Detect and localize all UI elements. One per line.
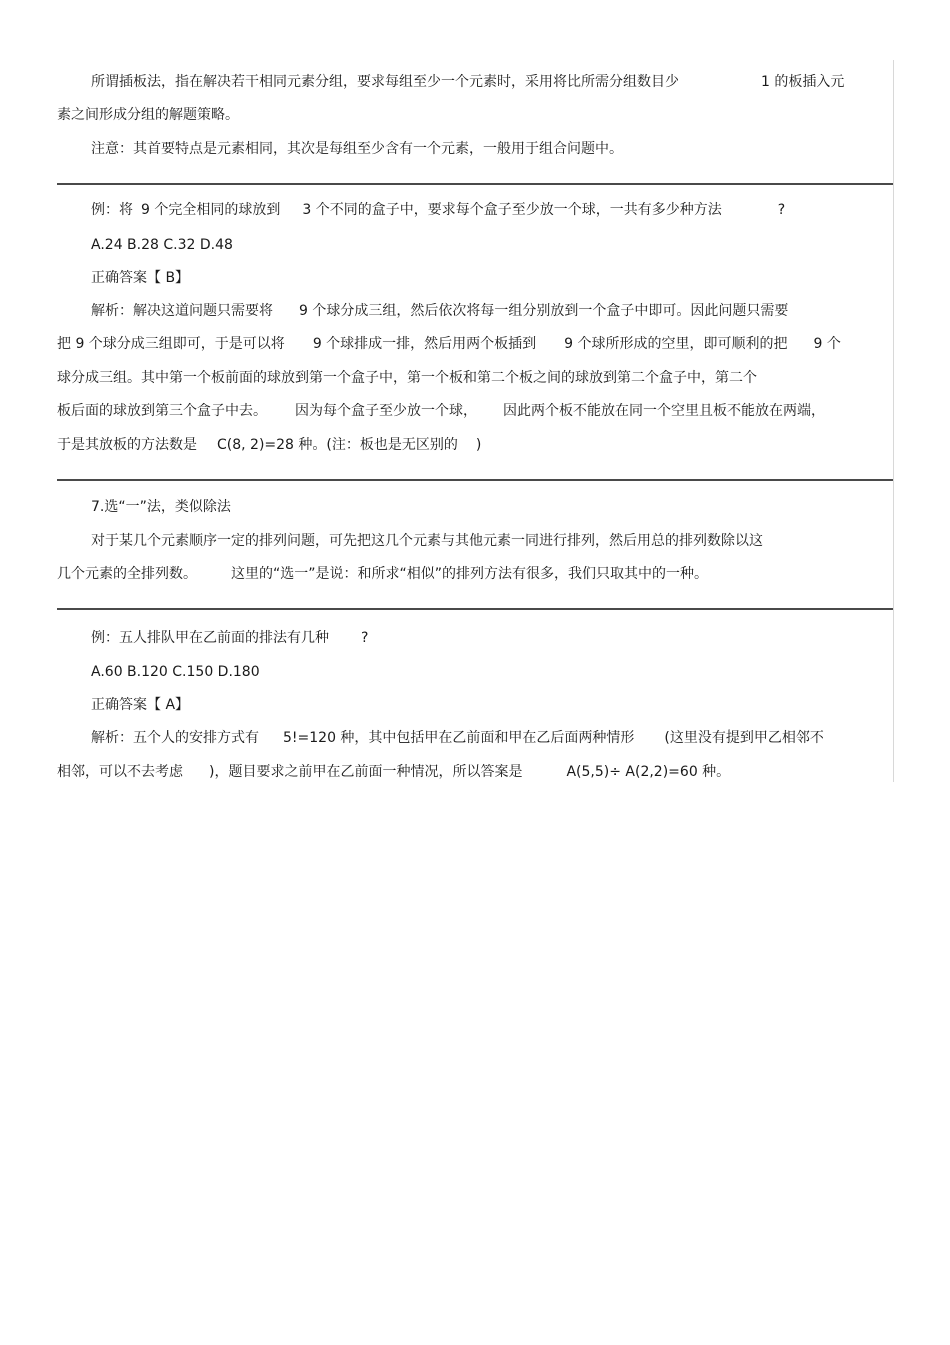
text-segment: 例：将 bbox=[91, 202, 133, 218]
text-segment: 注意：其首要特点是元素相同，其次是每组至少含有一个元素，一般用于组合问题中。 bbox=[91, 141, 623, 157]
text-segment: 正确答案【 A】 bbox=[91, 697, 190, 713]
text-segment: A.24 B.28 C.32 D.48 bbox=[91, 237, 233, 253]
text-segment: 9 个完全相同的球放到 bbox=[141, 202, 281, 218]
explanation-line bbox=[57, 401, 825, 421]
text-segment: )，题目要求之前甲在乙前面一种情况，所以答案是 bbox=[209, 764, 523, 780]
explanation-line bbox=[91, 728, 824, 748]
text-segment: 解析：解决这道问题只需要将 bbox=[91, 303, 273, 319]
text-segment: 例：五人排队甲在乙前面的排法有几种 bbox=[91, 630, 329, 646]
text-segment: 解析：五个人的安排方式有 bbox=[91, 730, 259, 746]
text-segment: C(8, 2)=28 种。(注：板也是无区别的 bbox=[217, 437, 458, 453]
text-segment: ) bbox=[475, 437, 482, 453]
text-segment: 因此两个板不能放在同一个空里且板不能放在两端， bbox=[503, 403, 825, 419]
explanation-line bbox=[57, 368, 757, 388]
example-options bbox=[91, 235, 233, 255]
section-heading bbox=[91, 497, 231, 517]
text-segment: A(5,5)÷ A(2,2)=60 种。 bbox=[566, 764, 731, 780]
text-segment: 9 个球所形成的空里，即可顺利的把 bbox=[564, 336, 788, 352]
text-segment: 把 9 个球分成三组即可，于是可以将 bbox=[57, 336, 285, 352]
text-segment: 于是其放板的方法数是 bbox=[57, 437, 197, 453]
example-answer bbox=[91, 268, 189, 288]
text-segment: (这里没有提到甲乙相邻不 bbox=[664, 730, 824, 746]
text-segment: 9 个 bbox=[813, 336, 841, 352]
text-segment: 3 个不同的盒子中，要求每个盒子至少放一个球，一共有多少种方法 bbox=[302, 202, 722, 218]
text-segment: 1 的板插入元 bbox=[761, 74, 845, 90]
text-segment: 这里的“选一”是说：和所求“相似”的排列方法有很多，我们只取其中的一种。 bbox=[231, 566, 709, 582]
paragraph-line bbox=[91, 139, 623, 159]
text-segment: 9 个球排成一排，然后用两个板插到 bbox=[312, 336, 537, 352]
text-segment: 球分成三组。其中第一个板前面的球放到第一个盒子中，第一个板和第二个板之间的球放到第二个盒子中，第二个 bbox=[57, 370, 757, 386]
text-segment: 所谓插板法，指在解决若干相同元素分组，要求每组至少一个元素时，采用将比所需分组数目少 bbox=[91, 74, 679, 90]
text-segment: 因为每个盒子至少放一个球， bbox=[295, 403, 477, 419]
divider bbox=[57, 479, 893, 481]
text-segment: 相邻，可以不去考虑 bbox=[57, 764, 183, 780]
example-options bbox=[91, 662, 260, 682]
example-question bbox=[91, 200, 785, 220]
text-segment: 素之间形成分组的解题策略。 bbox=[57, 107, 239, 123]
text-segment: ? bbox=[777, 202, 786, 218]
text-segment: ? bbox=[361, 630, 369, 646]
divider bbox=[57, 608, 893, 610]
paragraph-line bbox=[91, 531, 763, 551]
text-segment: 9 个球分成三组，然后依次将每一组分别放到一个盒子中即可。因此问题只需要 bbox=[299, 303, 789, 319]
explanation-line bbox=[91, 301, 788, 321]
text-segment: 7.选“一”法，类似除法 bbox=[91, 499, 231, 515]
paragraph-line bbox=[57, 564, 708, 584]
explanation-line bbox=[57, 435, 481, 455]
text-segment: 几个元素的全排列数。 bbox=[57, 566, 197, 582]
paragraph-line bbox=[57, 105, 239, 125]
document-page bbox=[57, 60, 894, 782]
text-segment: 板后面的球放到第三个盒子中去。 bbox=[57, 403, 267, 419]
example-answer bbox=[91, 695, 189, 715]
divider bbox=[57, 183, 893, 185]
explanation-line bbox=[57, 334, 841, 354]
text-segment: 5!=120 种，其中包括甲在乙前面和甲在乙后面两种情形 bbox=[283, 730, 635, 746]
example-question bbox=[91, 628, 368, 648]
text-segment: 对于某几个元素顺序一定的排列问题，可先把这几个元素与其他元素一同进行排列，然后用总的排列数除以这 bbox=[91, 533, 763, 549]
paragraph-line bbox=[91, 72, 844, 92]
explanation-line bbox=[57, 762, 730, 782]
text-segment: A.60 B.120 C.150 D.180 bbox=[91, 664, 260, 680]
text-segment: 正确答案【 B】 bbox=[91, 270, 190, 286]
